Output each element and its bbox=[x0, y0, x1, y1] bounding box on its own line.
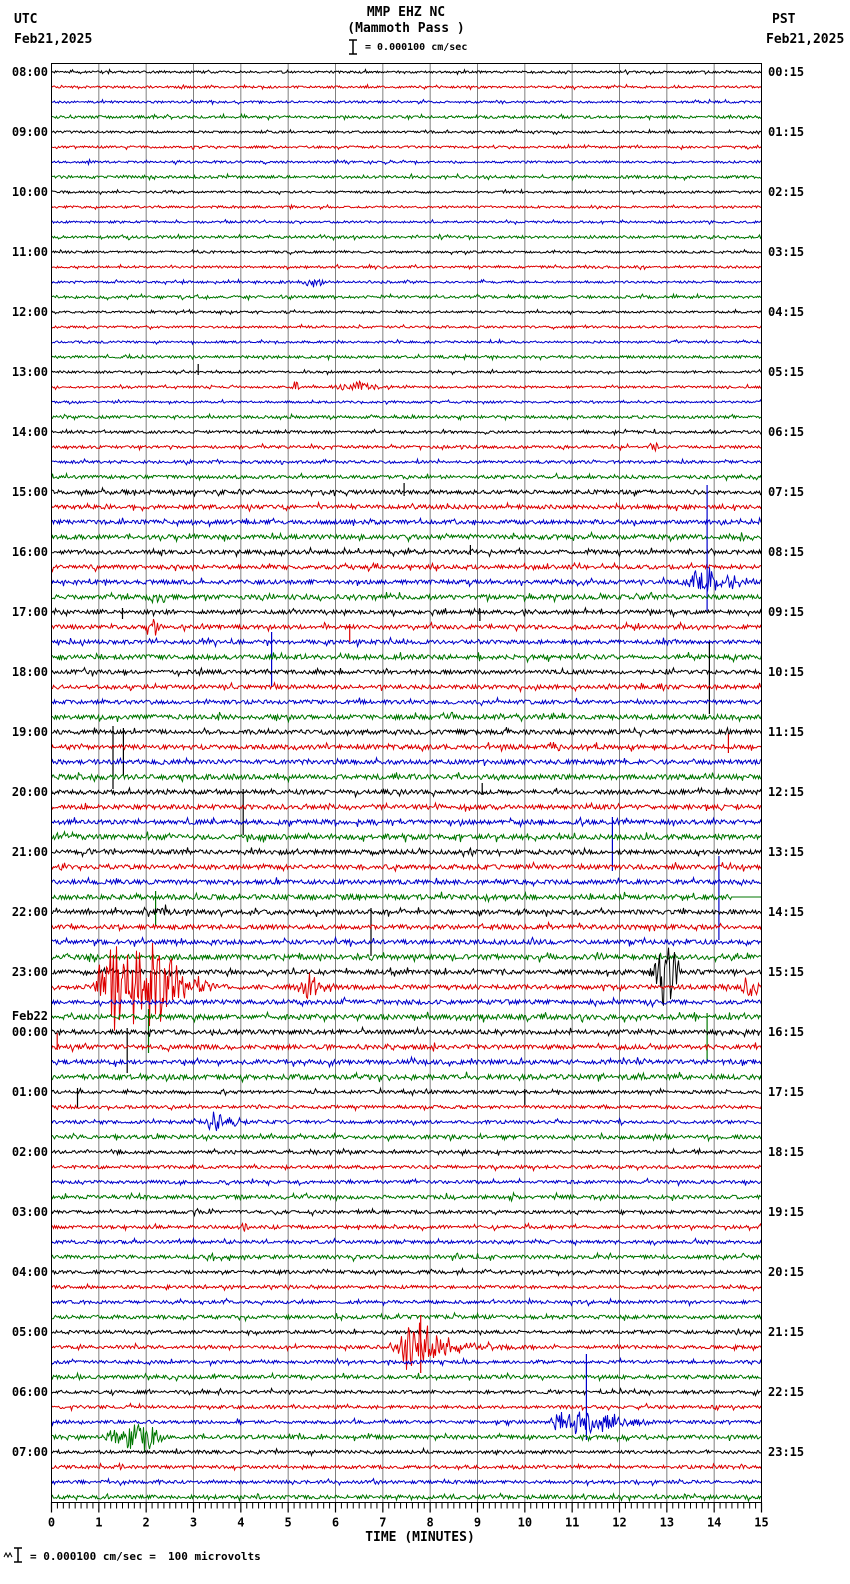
trace-row-39 bbox=[52, 652, 762, 662]
utc-hour-label-2200: 22:00 bbox=[11, 905, 48, 919]
utc-hour-label-0200: 02:00 bbox=[11, 1145, 48, 1159]
utc-hour-label-1800: 18:00 bbox=[11, 665, 48, 679]
trace-row-63 bbox=[52, 1012, 762, 1023]
trace-row-82 bbox=[52, 1299, 762, 1306]
utc-hour-label-1200: 12:00 bbox=[11, 305, 48, 319]
trace-row-44 bbox=[52, 727, 762, 736]
trace-row-0 bbox=[52, 70, 762, 75]
trace-row-27 bbox=[52, 474, 762, 481]
tick-label-9: 9 bbox=[473, 1515, 482, 1530]
time-axis bbox=[48, 1503, 769, 1530]
trace-row-64 bbox=[52, 1027, 762, 1036]
trace-row-46 bbox=[52, 758, 762, 766]
utc-hour-label-0800: 08:00 bbox=[11, 65, 48, 79]
right-timezone-label: PST bbox=[772, 12, 796, 27]
date-rollover-label: Feb22 bbox=[11, 1009, 48, 1023]
utc-hour-label-1000: 10:00 bbox=[11, 185, 48, 199]
pst-hour-label-1115: 11:15 bbox=[768, 725, 805, 739]
tick-label-7: 7 bbox=[379, 1515, 387, 1530]
trace-row-92 bbox=[52, 1449, 762, 1456]
pst-hour-label-2315: 23:15 bbox=[768, 1445, 805, 1459]
utc-hour-label-1500: 15:00 bbox=[11, 485, 48, 499]
x-axis-title: TIME (MINUTES) bbox=[365, 1530, 475, 1545]
trace-row-30 bbox=[52, 518, 762, 526]
trace-row-50 bbox=[52, 817, 762, 827]
trace-row-73 bbox=[52, 1164, 762, 1170]
trace-row-71 bbox=[52, 1133, 762, 1141]
tick-label-3: 3 bbox=[189, 1515, 198, 1530]
trace-row-4 bbox=[52, 130, 762, 135]
pst-hour-label-0415: 04:15 bbox=[768, 305, 805, 319]
trace-row-32 bbox=[52, 548, 762, 557]
trace-row-13 bbox=[52, 265, 762, 270]
pst-hour-label-2215: 22:15 bbox=[768, 1385, 805, 1399]
footnote-scale-icon bbox=[14, 1548, 22, 1562]
trace-row-54 bbox=[52, 877, 762, 885]
trace-row-24 bbox=[52, 429, 762, 435]
utc-hour-label-2300: 23:00 bbox=[11, 965, 48, 979]
trace-row-11 bbox=[52, 235, 762, 240]
trace-row-35 bbox=[52, 592, 762, 602]
trace-row-94 bbox=[52, 1479, 762, 1486]
trace-row-25 bbox=[52, 443, 762, 451]
footnote-value-text: 100 microvolts bbox=[168, 1550, 261, 1563]
trace-row-81 bbox=[52, 1284, 762, 1290]
station-location: (Mammoth Pass ) bbox=[347, 21, 465, 36]
trace-row-70 bbox=[52, 1112, 762, 1131]
trace-row-1 bbox=[52, 85, 762, 90]
utc-hour-label-0600: 06:00 bbox=[11, 1385, 48, 1399]
trace-row-36 bbox=[52, 608, 762, 616]
trace-row-42 bbox=[52, 698, 762, 706]
utc-hour-label-1100: 11:00 bbox=[11, 245, 48, 259]
tick-label-1: 1 bbox=[95, 1515, 103, 1530]
trace-row-77 bbox=[52, 1224, 762, 1232]
trace-row-22 bbox=[52, 400, 762, 404]
trace-row-90 bbox=[52, 1412, 762, 1434]
tick-label-2: 2 bbox=[142, 1515, 150, 1530]
trace-row-31 bbox=[52, 532, 762, 541]
trace-row-55 bbox=[52, 892, 762, 902]
amplitude-scale-icon bbox=[349, 40, 357, 54]
trace-row-34 bbox=[52, 567, 762, 591]
pst-hour-label-1015: 10:15 bbox=[768, 665, 805, 679]
pst-hour-label-0315: 03:15 bbox=[768, 245, 805, 259]
trace-row-3 bbox=[52, 114, 762, 120]
tick-label-12: 12 bbox=[612, 1515, 627, 1530]
tick-label-15: 15 bbox=[754, 1515, 769, 1530]
right-date-label: Feb21,2025 bbox=[766, 32, 845, 47]
trace-row-15 bbox=[52, 294, 762, 300]
trace-row-21 bbox=[52, 381, 762, 390]
utc-hour-label-1400: 14:00 bbox=[11, 425, 48, 439]
trace-row-18 bbox=[52, 340, 762, 344]
pst-hour-label-1715: 17:15 bbox=[768, 1085, 805, 1099]
trace-row-45 bbox=[52, 742, 762, 751]
trace-row-52 bbox=[52, 847, 762, 856]
utc-hour-label-1700: 17:00 bbox=[11, 605, 48, 619]
trace-row-40 bbox=[52, 668, 762, 677]
pst-hour-label-1215: 12:15 bbox=[768, 785, 805, 799]
trace-row-62 bbox=[52, 997, 762, 1006]
trace-row-93 bbox=[52, 1464, 762, 1470]
trace-row-84 bbox=[52, 1329, 762, 1336]
trace-row-65 bbox=[52, 1043, 762, 1052]
tick-label-5: 5 bbox=[284, 1515, 292, 1530]
trace-row-7 bbox=[52, 174, 762, 180]
utc-hour-label-2000: 20:00 bbox=[11, 785, 48, 799]
tick-label-8: 8 bbox=[426, 1515, 434, 1530]
trace-row-59 bbox=[52, 952, 762, 962]
tick-label-6: 6 bbox=[331, 1515, 340, 1530]
trace-row-58 bbox=[52, 938, 762, 947]
trace-row-20 bbox=[52, 370, 762, 375]
left-date-label: Feb21,2025 bbox=[14, 32, 93, 47]
trace-row-95 bbox=[52, 1494, 762, 1502]
tick-label-14: 14 bbox=[706, 1515, 722, 1530]
utc-hour-label-1900: 19:00 bbox=[11, 725, 48, 739]
tick-label-0: 0 bbox=[47, 1515, 56, 1530]
trace-row-14 bbox=[52, 280, 762, 288]
trace-row-28 bbox=[52, 488, 762, 496]
trace-row-16 bbox=[52, 310, 762, 315]
trace-row-17 bbox=[52, 325, 762, 330]
waveform-glyph-icon bbox=[4, 1553, 12, 1557]
trace-row-23 bbox=[52, 414, 762, 420]
trace-row-72 bbox=[52, 1149, 762, 1156]
tick-label-4: 4 bbox=[237, 1515, 245, 1530]
trace-row-79 bbox=[52, 1253, 762, 1261]
trace-row-74 bbox=[52, 1179, 762, 1186]
left-timezone-label: UTC bbox=[14, 12, 38, 27]
pst-hour-label-0115: 01:15 bbox=[768, 125, 805, 139]
pst-hour-label-1815: 18:15 bbox=[768, 1145, 805, 1159]
trace-row-8 bbox=[52, 190, 762, 195]
trace-row-88 bbox=[52, 1389, 762, 1396]
trace-row-53 bbox=[52, 862, 762, 871]
pst-hour-label-1315: 13:15 bbox=[768, 845, 805, 859]
trace-row-2 bbox=[52, 100, 762, 105]
pst-hour-label-0015: 00:15 bbox=[768, 65, 805, 79]
trace-row-29 bbox=[52, 503, 762, 512]
trace-row-51 bbox=[52, 832, 762, 843]
trace-row-10 bbox=[52, 220, 762, 225]
pst-hour-label-1615: 16:15 bbox=[768, 1025, 805, 1039]
utc-hour-label-0100: 01:00 bbox=[11, 1085, 48, 1099]
pst-hour-label-2015: 20:15 bbox=[768, 1265, 805, 1279]
trace-row-57 bbox=[52, 923, 762, 932]
trace-row-75 bbox=[52, 1193, 762, 1201]
trace-row-66 bbox=[52, 1057, 762, 1067]
trace-row-47 bbox=[52, 772, 762, 781]
pst-hour-label-2115: 21:15 bbox=[768, 1325, 805, 1339]
trace-row-43 bbox=[52, 712, 762, 722]
utc-hour-label-0000: 00:00 bbox=[11, 1025, 48, 1039]
trace-row-6 bbox=[52, 160, 762, 165]
trace-row-91 bbox=[52, 1425, 762, 1453]
seismogram-traces bbox=[52, 70, 762, 1501]
trace-row-26 bbox=[52, 459, 762, 465]
trace-row-38 bbox=[52, 638, 762, 647]
trace-row-37 bbox=[52, 619, 762, 635]
pst-hour-label-0815: 08:15 bbox=[768, 545, 805, 559]
trace-row-80 bbox=[52, 1269, 762, 1276]
trace-row-83 bbox=[52, 1313, 762, 1321]
trace-row-41 bbox=[52, 683, 762, 692]
trace-row-49 bbox=[52, 803, 762, 812]
utc-hour-label-0500: 05:00 bbox=[11, 1325, 48, 1339]
trace-row-78 bbox=[52, 1239, 762, 1246]
station-title: MMP EHZ NC bbox=[366, 5, 446, 20]
tick-label-11: 11 bbox=[564, 1515, 580, 1530]
trace-row-5 bbox=[52, 145, 762, 150]
pst-hour-label-0215: 02:15 bbox=[768, 185, 805, 199]
trace-row-76 bbox=[52, 1209, 762, 1216]
pst-hour-label-0715: 07:15 bbox=[768, 485, 805, 499]
trace-row-12 bbox=[52, 250, 762, 255]
trace-row-87 bbox=[52, 1373, 762, 1381]
trace-row-9 bbox=[52, 205, 762, 209]
utc-hour-label-0300: 03:00 bbox=[11, 1205, 48, 1219]
pst-hour-label-0915: 09:15 bbox=[768, 605, 805, 619]
utc-hour-label-0700: 07:00 bbox=[11, 1445, 48, 1459]
utc-hour-label-0400: 04:00 bbox=[11, 1265, 48, 1279]
utc-hour-label-0900: 09:00 bbox=[11, 125, 48, 139]
trace-row-48 bbox=[52, 788, 762, 797]
trace-row-19 bbox=[52, 355, 762, 360]
tick-label-13: 13 bbox=[659, 1515, 675, 1530]
trace-row-89 bbox=[52, 1404, 762, 1411]
trace-row-69 bbox=[52, 1105, 762, 1111]
utc-hour-label-2100: 21:00 bbox=[11, 845, 48, 859]
pst-hour-label-1415: 14:15 bbox=[768, 905, 805, 919]
pst-hour-label-0615: 06:15 bbox=[768, 425, 805, 439]
tick-label-10: 10 bbox=[517, 1515, 533, 1530]
utc-hour-label-1300: 13:00 bbox=[11, 365, 48, 379]
trace-row-33 bbox=[52, 563, 762, 571]
pst-hour-label-1915: 19:15 bbox=[768, 1205, 805, 1219]
trace-row-56 bbox=[52, 905, 762, 917]
trace-row-67 bbox=[52, 1072, 762, 1082]
trace-row-68 bbox=[52, 1089, 762, 1096]
footnote-scale-text: = 0.000100 cm/sec = bbox=[30, 1550, 156, 1563]
amplitude-scale-label: = 0.000100 cm/sec bbox=[365, 42, 468, 53]
utc-hour-label-1600: 16:00 bbox=[11, 545, 48, 559]
pst-hour-label-0515: 05:15 bbox=[768, 365, 805, 379]
pst-hour-label-1515: 15:15 bbox=[768, 965, 805, 979]
